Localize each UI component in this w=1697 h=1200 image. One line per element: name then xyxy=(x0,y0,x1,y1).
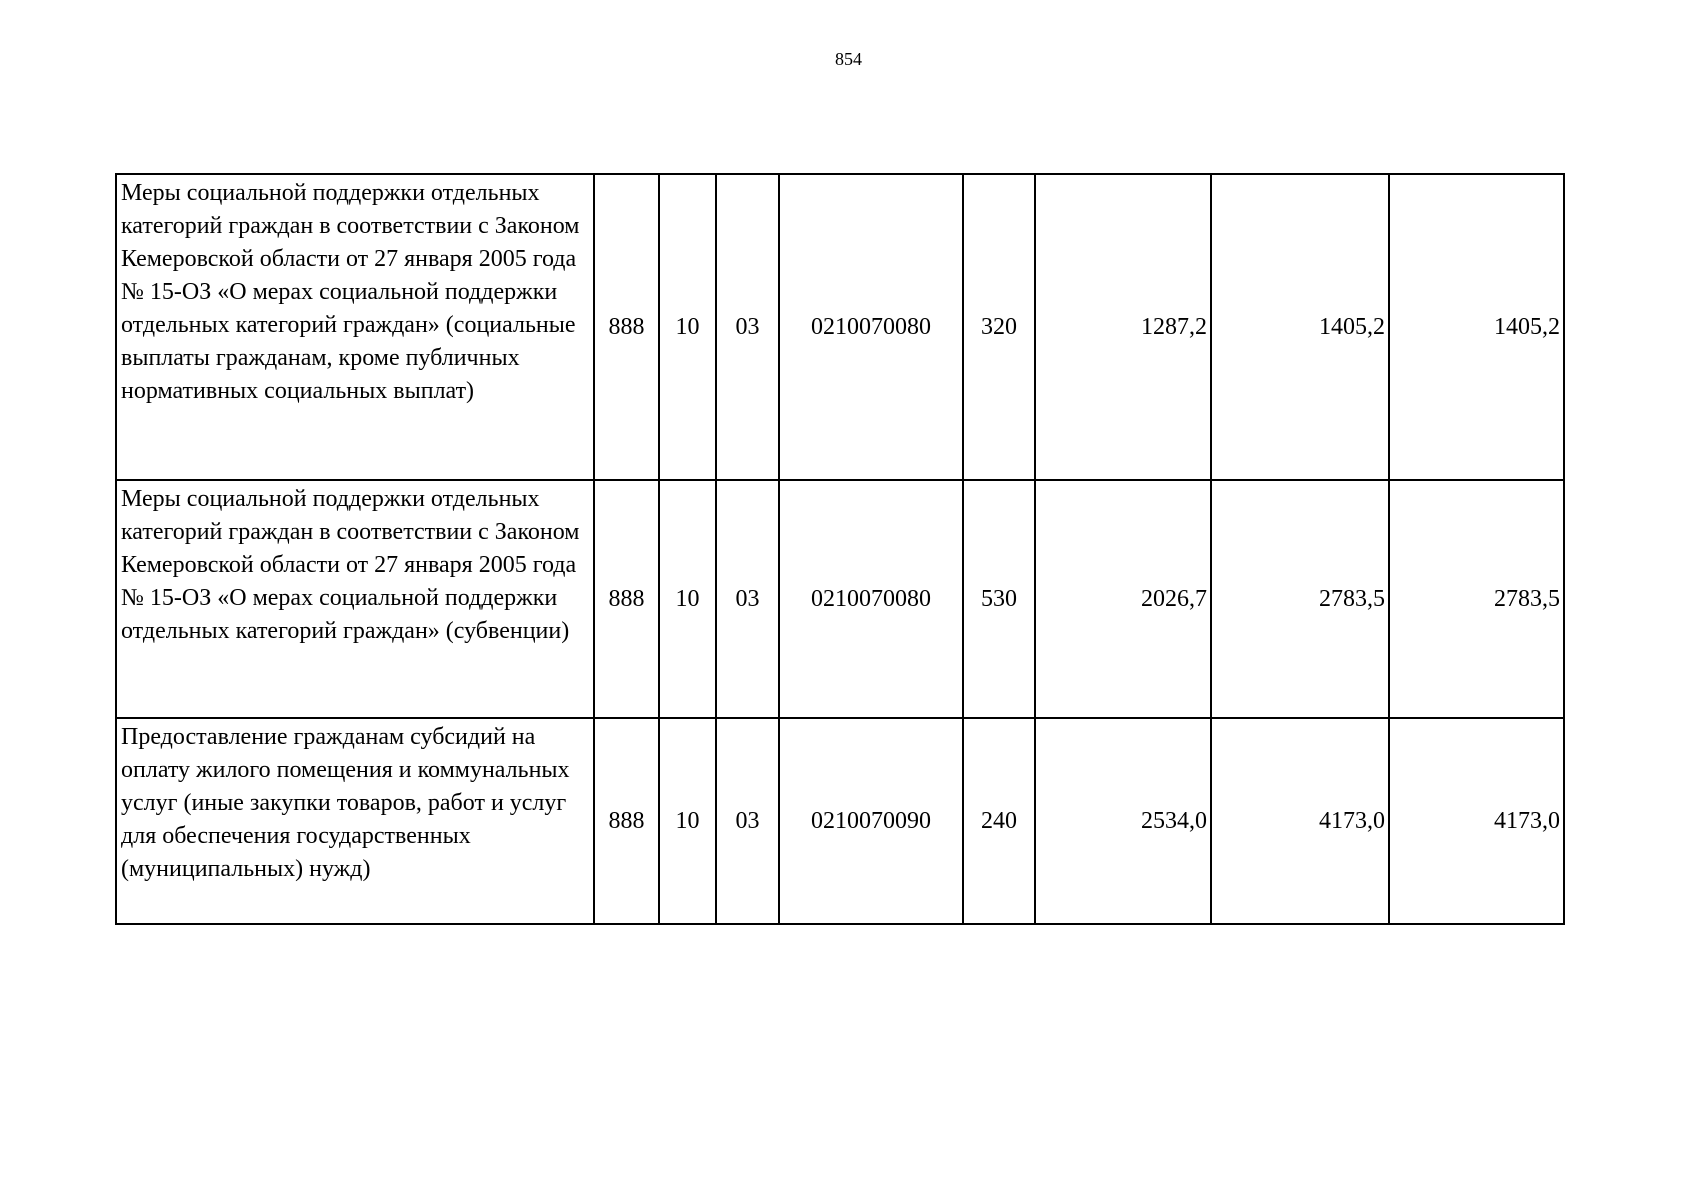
row-description: Меры социальной поддержки отдельных категорий граждан в соответствии с Законом Кемеровской области от 27 января 2005 года № 15-ОЗ «О мерах социальной поддержки отдельных категорий граждан» (социальные выплаты гражданам, кроме публичных нормативных социальных выплат) xyxy=(116,174,594,480)
amount-1: 2534,0 xyxy=(1035,718,1211,924)
section-code: 10 xyxy=(659,718,716,924)
row-description: Предоставление гражданам субсидий на оплату жилого помещения и коммунальных услуг (иные закупки товаров, работ и услуг для обеспечения государственных (муниципальных) нужд) xyxy=(116,718,594,924)
section-code: 10 xyxy=(659,480,716,718)
amount-3: 1405,2 xyxy=(1389,174,1564,480)
amount-3: 4173,0 xyxy=(1389,718,1564,924)
budget-table xyxy=(115,173,1565,925)
table-row xyxy=(116,174,1564,480)
expense-type-code: 320 xyxy=(963,174,1035,480)
expense-type-code: 530 xyxy=(963,480,1035,718)
subsection-code: 03 xyxy=(716,480,779,718)
target-article-code: 0210070090 xyxy=(779,718,963,924)
target-article-code: 0210070080 xyxy=(779,174,963,480)
ministry-code: 888 xyxy=(594,480,659,718)
subsection-code: 03 xyxy=(716,174,779,480)
target-article-code: 0210070080 xyxy=(779,480,963,718)
amount-2: 1405,2 xyxy=(1211,174,1389,480)
amount-1: 1287,2 xyxy=(1035,174,1211,480)
section-code: 10 xyxy=(659,174,716,480)
row-description: Меры социальной поддержки отдельных категорий граждан в соответствии с Законом Кемеровской области от 27 января 2005 года № 15-ОЗ «О мерах социальной поддержки отдельных категорий граждан» (субвенции) xyxy=(116,480,594,718)
expense-type-code: 240 xyxy=(963,718,1035,924)
page-number: 854 xyxy=(835,49,862,69)
ministry-code: 888 xyxy=(594,174,659,480)
table-row xyxy=(116,718,1564,924)
subsection-code: 03 xyxy=(716,718,779,924)
ministry-code: 888 xyxy=(594,718,659,924)
amount-3: 2783,5 xyxy=(1389,480,1564,718)
amount-1: 2026,7 xyxy=(1035,480,1211,718)
amount-2: 2783,5 xyxy=(1211,480,1389,718)
amount-2: 4173,0 xyxy=(1211,718,1389,924)
table-row xyxy=(116,480,1564,718)
